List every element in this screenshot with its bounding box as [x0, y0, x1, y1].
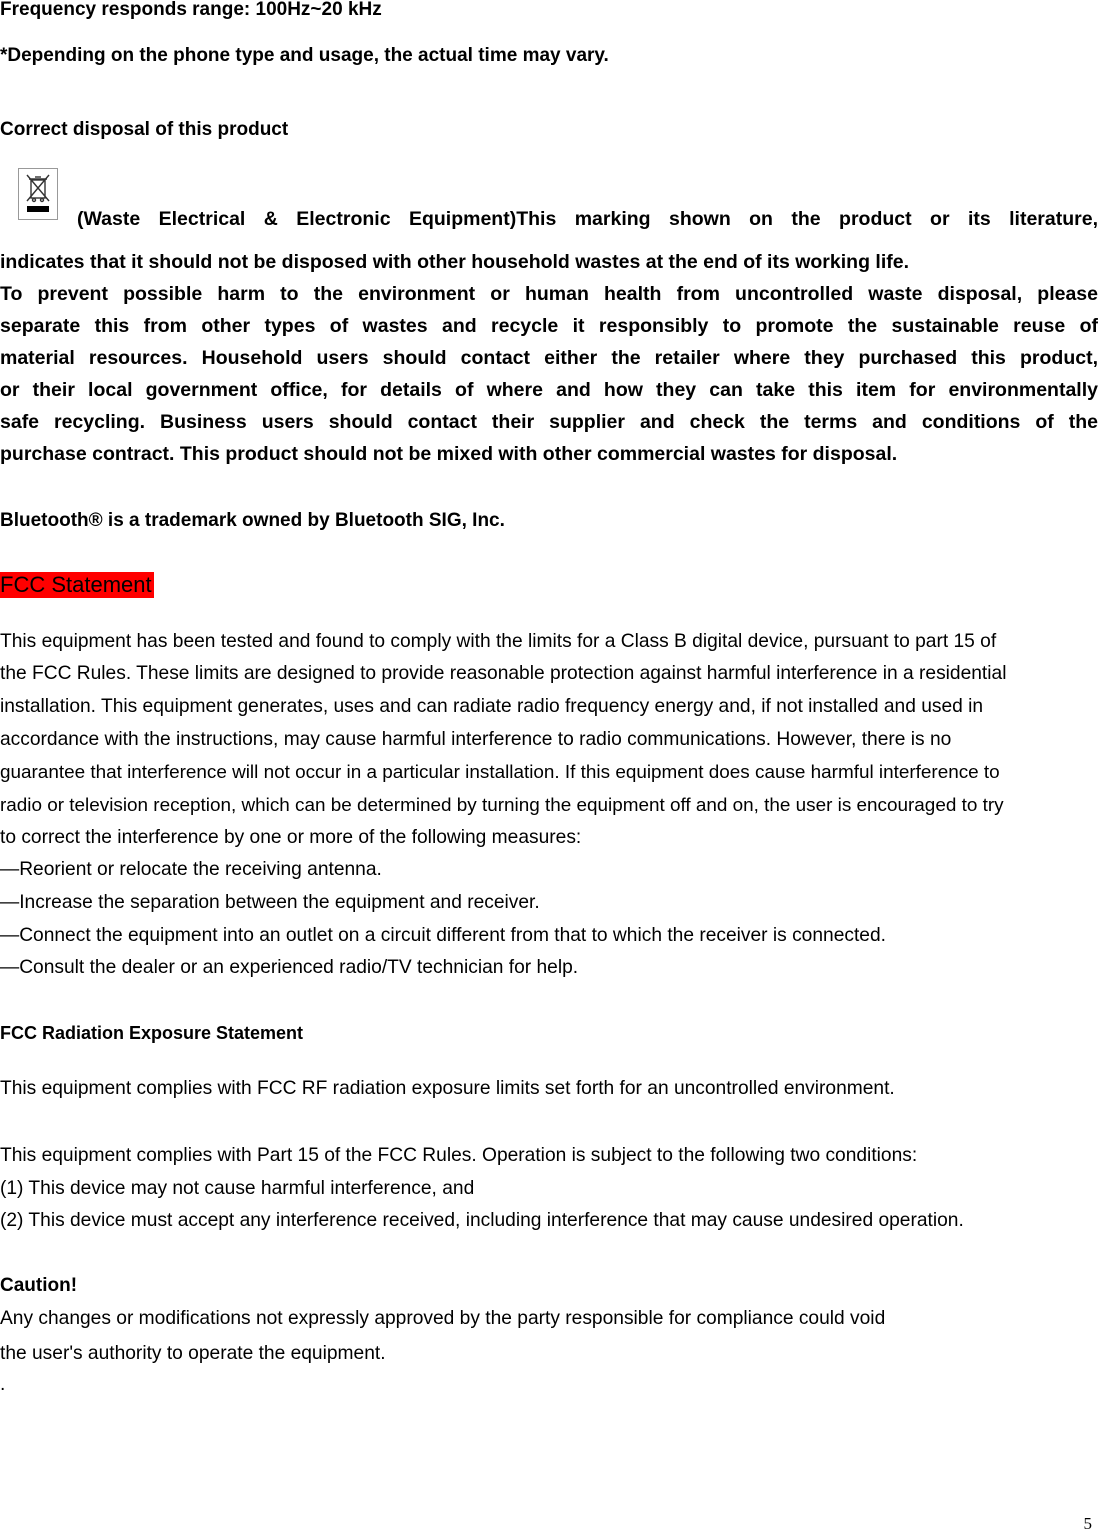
disposal-line: safe recycling. Business users should contact their supplier and check the terms and conditions of the [0, 411, 1098, 433]
disposal-first-line: (Waste Electrical & Electronic Equipment)This marking shown on the product or its literature, [77, 208, 1098, 230]
disposal-heading: Correct disposal of this product [0, 119, 289, 140]
part15-line: This equipment complies with Part 15 of the FCC Rules. Operation is subject to the following two conditions: [0, 1145, 918, 1166]
fcc-measure-item: —Reorient or relocate the receiving antenna. [0, 859, 382, 880]
fcc-line: guarantee that interference will not occur in a particular installation. If this equipment does cause harmful interference to [0, 762, 1000, 783]
disposal-line: indicates that it should not be disposed with other household wastes at the end of its working life. [0, 251, 909, 273]
fcc-measure-item: —Increase the separation between the equipment and receiver. [0, 892, 540, 913]
fcc-line: This equipment has been tested and found to comply with the limits for a Class B digital device, pursuant to part 15 of [0, 631, 997, 652]
fcc-measure-item: —Consult the dealer or an experienced radio/TV technician for help. [0, 957, 579, 978]
page-number: 5 [1083, 1514, 1092, 1533]
radiation-exposure-text: This equipment complies with FCC RF radiation exposure limits set forth for an uncontrolled environment. [0, 1078, 895, 1099]
part15-condition: (2) This device must accept any interference received, including interference that may cause undesired operation. [0, 1210, 964, 1231]
caution-dot: . [0, 1374, 6, 1395]
frequency-range-text: Frequency responds range: 100Hz~20 kHz [0, 0, 382, 20]
part15-condition: (1) This device may not cause harmful interference, and [0, 1178, 475, 1199]
bluetooth-trademark-text: Bluetooth® is a trademark owned by Bluetooth SIG, Inc. [0, 510, 505, 531]
fcc-line: accordance with the instructions, may cause harmful interference to radio communications. However, there is no [0, 729, 952, 750]
disposal-line: or their local government office, for details of where and how they can take this item for environmentally [0, 379, 1098, 401]
caution-line: Any changes or modifications not expressly approved by the party responsible for compliance could void [0, 1308, 886, 1329]
fcc-line: to correct the interference by one or more of the following measures: [0, 827, 582, 848]
fcc-line: the FCC Rules. These limits are designed to provide reasonable protection against harmful interference in a residential [0, 663, 1007, 684]
fcc-line: radio or television reception, which can be determined by turning the equipment off and on, the user is encouraged to try [0, 795, 1004, 816]
disposal-line: separate this from other types of wastes and recycle it responsibly to promote the sustainable reuse of [0, 315, 1098, 337]
disposal-line: material resources. Household users should contact either the retailer where they purchased this product, [0, 347, 1098, 369]
radiation-exposure-heading: FCC Radiation Exposure Statement [0, 1023, 304, 1043]
caution-heading: Caution! [0, 1275, 78, 1296]
disposal-line: To prevent possible harm to the environment or human health from uncontrolled waste disposal, please [0, 283, 1098, 305]
caution-line: the user's authority to operate the equipment. [0, 1343, 386, 1364]
disposal-line: purchase contract. This product should not be mixed with other commercial wastes for disposal. [0, 443, 898, 465]
depending-note-text: *Depending on the phone type and usage, the actual time may vary. [0, 45, 609, 66]
fcc-measure-item: —Connect the equipment into an outlet on a circuit different from that to which the receiver is connected. [0, 925, 886, 946]
fcc-statement-title: FCC Statement [0, 572, 152, 597]
weee-crossed-bin-icon [18, 168, 58, 220]
fcc-line: installation. This equipment generates, uses and can radiate radio frequency energy and, if not installed and used in [0, 696, 984, 717]
